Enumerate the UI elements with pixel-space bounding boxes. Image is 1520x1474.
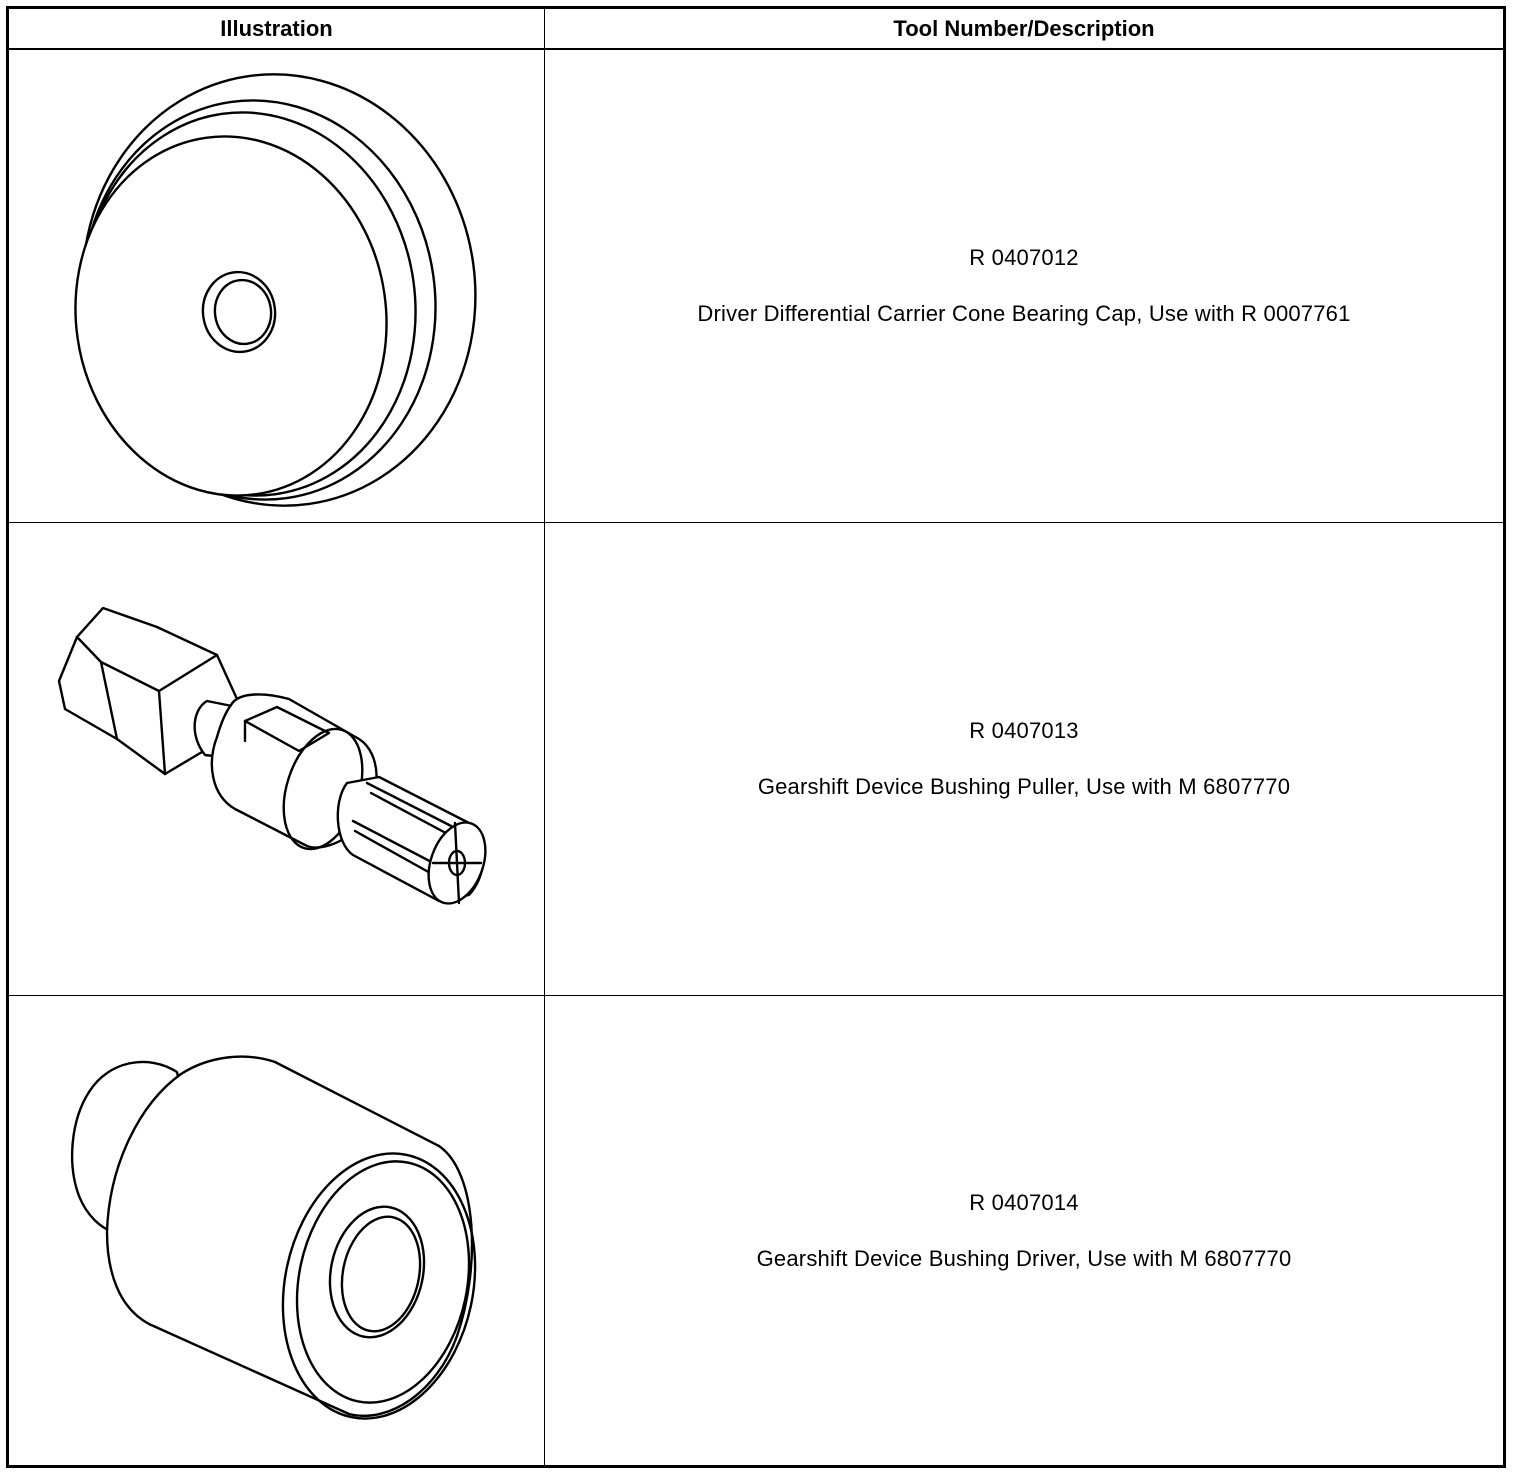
tool-table — [6, 6, 1506, 1468]
tool-number: R 0407012 — [969, 245, 1079, 270]
tool-description: Gearshift Device Bushing Driver, Use with M 6807770 — [756, 1245, 1292, 1271]
tool-info-cell — [545, 523, 1503, 995]
illustration-column-header: Illustration — [9, 9, 545, 48]
tool-info-cell — [545, 50, 1503, 522]
table-row — [9, 50, 1503, 523]
bearing-cap-driver-icon — [9, 50, 545, 522]
bushing-puller-icon — [9, 523, 545, 995]
tool-number: R 0407014 — [969, 1189, 1079, 1215]
tool-description: Gearshift Device Bushing Puller, Use with M 6807770 — [757, 774, 1291, 799]
illustration-cell — [9, 523, 545, 995]
table-row — [9, 523, 1503, 996]
illustration-cell — [9, 996, 545, 1465]
tool-info-cell — [545, 996, 1503, 1465]
illustration-cell — [9, 50, 545, 522]
tool-description: Driver Differential Carrier Cone Bearing Cap, Use with R 0007761 — [697, 301, 1351, 326]
bushing-driver-icon — [9, 996, 545, 1464]
table-row — [9, 996, 1503, 1465]
tool-number: R 0407013 — [969, 718, 1079, 743]
table-header-row — [9, 9, 1503, 50]
tool-column-header: Tool Number/Description — [893, 15, 1155, 41]
